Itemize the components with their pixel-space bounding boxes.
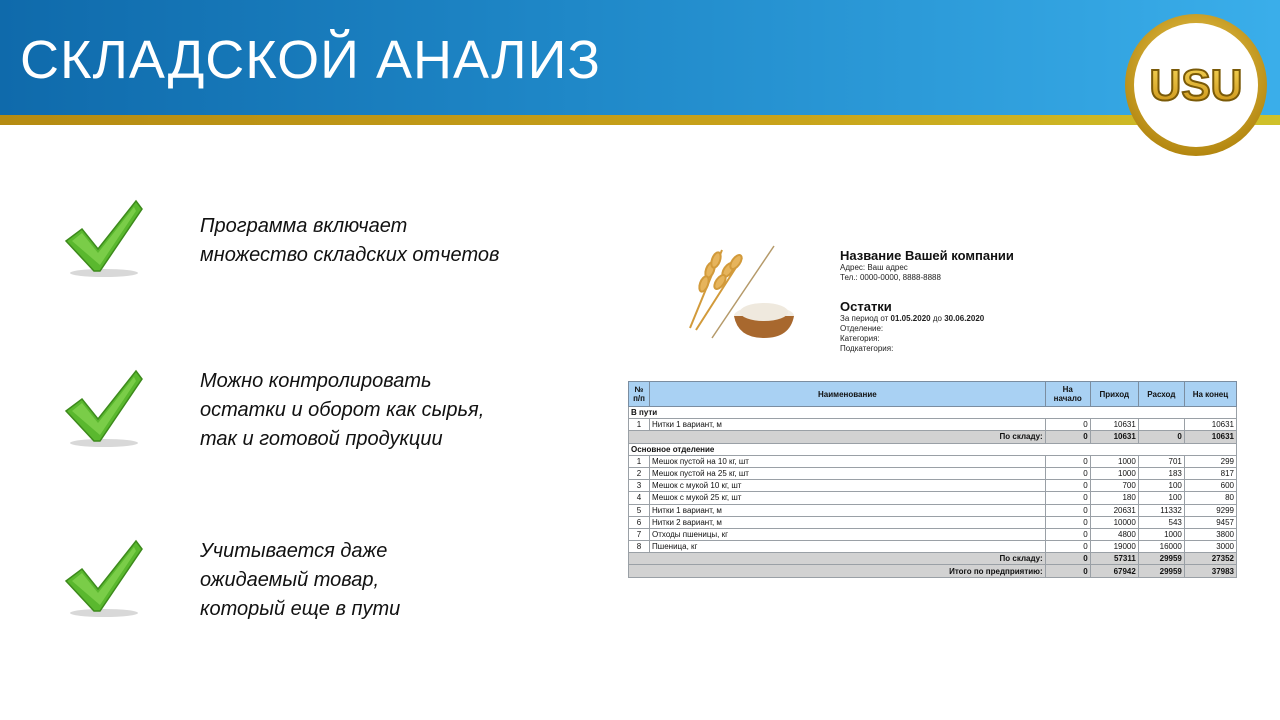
table-cell: 10631: [1184, 419, 1236, 431]
table-cell: 701: [1138, 455, 1184, 467]
usu-logo: [1123, 12, 1269, 158]
subtotal-row: [629, 553, 1237, 565]
report-title: Остатки: [840, 299, 892, 314]
report-department: Отделение:: [840, 324, 884, 333]
table-cell: 0: [1045, 516, 1090, 528]
table-cell: 183: [1138, 467, 1184, 479]
table-cell: 10000: [1090, 516, 1138, 528]
table-cell: 3800: [1184, 528, 1236, 540]
table-row: [629, 455, 1237, 467]
checkmark-icon: [62, 197, 146, 281]
table-cell: 180: [1090, 492, 1138, 504]
table-cell: 0: [1045, 480, 1090, 492]
table-cell: 2: [629, 467, 650, 479]
subtotal-row: [629, 431, 1237, 443]
table-cell: Мешок с мукой 25 кг, шт: [650, 492, 1046, 504]
table-cell: 600: [1184, 480, 1236, 492]
table-row: [629, 492, 1237, 504]
company-name: Название Вашей компании: [840, 248, 1014, 263]
company-phone: Тел.: 0000-0000, 8888-8888: [840, 273, 941, 282]
table-cell: 37983: [1184, 565, 1236, 577]
table-cell: 11332: [1138, 504, 1184, 516]
report-subcategory: Подкатегория:: [840, 344, 894, 353]
column-header: На конец: [1184, 382, 1236, 407]
table-cell: 57311: [1090, 553, 1138, 565]
table-cell: 0: [1045, 504, 1090, 516]
report-period: За период от 01.05.2020 до 30.06.2020: [840, 314, 985, 323]
table-cell: Нитки 1 вариант, м: [650, 419, 1046, 431]
table-row: [629, 467, 1237, 479]
column-header: Наименование: [650, 382, 1046, 407]
table-cell: 9299: [1184, 504, 1236, 516]
table-cell: 1000: [1138, 528, 1184, 540]
table-cell: Мешок пустой на 25 кг, шт: [650, 467, 1046, 479]
report-category: Категория:: [840, 334, 880, 343]
table-cell: 0: [1045, 553, 1090, 565]
grand-total-row: [629, 565, 1237, 577]
table-cell: 4800: [1090, 528, 1138, 540]
table-cell: [1138, 419, 1184, 431]
section-row: [629, 407, 1237, 419]
stock-report-table: [628, 381, 1237, 578]
table-cell: 0: [1045, 565, 1090, 577]
table-cell: В пути: [629, 407, 1237, 419]
wheat-flour-icon: [682, 240, 802, 340]
report-header: [840, 248, 1014, 354]
table-cell: 543: [1138, 516, 1184, 528]
table-cell: 1: [629, 419, 650, 431]
table-cell: 8: [629, 541, 650, 553]
checkmark-icon: [62, 367, 146, 451]
table-cell: 1: [629, 455, 650, 467]
table-cell: Нитки 2 вариант, м: [650, 516, 1046, 528]
table-cell: По складу:: [629, 553, 1046, 565]
table-cell: 67942: [1090, 565, 1138, 577]
table-cell: 5: [629, 504, 650, 516]
table-cell: 27352: [1184, 553, 1236, 565]
table-cell: Мешок пустой на 10 кг, шт: [650, 455, 1046, 467]
table-cell: 10631: [1184, 431, 1236, 443]
table-cell: 29959: [1138, 553, 1184, 565]
table-cell: 299: [1184, 455, 1236, 467]
checkmark-icon: [62, 537, 146, 621]
table-row: [629, 419, 1237, 431]
header-gold-stripe: [0, 115, 1280, 125]
table-cell: 7: [629, 528, 650, 540]
table-cell: 0: [1045, 492, 1090, 504]
table-cell: 0: [1045, 541, 1090, 553]
table-cell: 100: [1138, 492, 1184, 504]
table-cell: 817: [1184, 467, 1236, 479]
table-row: [629, 516, 1237, 528]
table-cell: 1000: [1090, 467, 1138, 479]
table-cell: 20631: [1090, 504, 1138, 516]
column-header: Приход: [1090, 382, 1138, 407]
table-cell: 100: [1138, 480, 1184, 492]
table-cell: 10631: [1090, 431, 1138, 443]
table-cell: Основное отделение: [629, 443, 1237, 455]
table-cell: 0: [1045, 431, 1090, 443]
table-cell: 3: [629, 480, 650, 492]
table-cell: Пшеница, кг: [650, 541, 1046, 553]
table-cell: 9457: [1184, 516, 1236, 528]
bullet-text-1: Программа включает множество складских отчетов: [200, 215, 500, 266]
table-cell: 0: [1045, 467, 1090, 479]
table-cell: 6: [629, 516, 650, 528]
section-row: [629, 443, 1237, 455]
slide-title: СКЛАДСКОЙ АНАЛИЗ: [20, 30, 602, 90]
table-row: [629, 528, 1237, 540]
table-cell: 10631: [1090, 419, 1138, 431]
table-cell: 4: [629, 492, 650, 504]
svg-text:USU: USU: [1149, 61, 1243, 110]
table-row: [629, 504, 1237, 516]
report-preview: [628, 240, 1240, 590]
table-cell: 3000: [1184, 541, 1236, 553]
table-cell: 1000: [1090, 455, 1138, 467]
table-cell: 0: [1045, 419, 1090, 431]
table-row: [629, 541, 1237, 553]
bullet-text-3: Учитывается даже ожидаемый товар, который еще в пути: [200, 540, 401, 620]
bullet-text-2: Можно контролировать остатки и оборот как сырья, так и готовой продукции: [200, 370, 485, 450]
table-row: [629, 480, 1237, 492]
column-header: Расход: [1138, 382, 1184, 407]
column-header: На начало: [1045, 382, 1090, 407]
table-cell: 29959: [1138, 565, 1184, 577]
table-cell: Мешок с мукой 10 кг, шт: [650, 480, 1046, 492]
table-cell: 16000: [1138, 541, 1184, 553]
table-cell: Итого по предприятию:: [629, 565, 1046, 577]
table-cell: По складу:: [629, 431, 1046, 443]
table-cell: 0: [1138, 431, 1184, 443]
table-cell: Отходы пшеницы, кг: [650, 528, 1046, 540]
table-cell: 0: [1045, 528, 1090, 540]
table-cell: 80: [1184, 492, 1236, 504]
table-cell: Нитки 1 вариант, м: [650, 504, 1046, 516]
table-cell: 19000: [1090, 541, 1138, 553]
table-cell: 700: [1090, 480, 1138, 492]
table-cell: 0: [1045, 455, 1090, 467]
column-header: № п/п: [629, 382, 650, 407]
company-address: Адрес: Ваш адрес: [840, 263, 908, 272]
